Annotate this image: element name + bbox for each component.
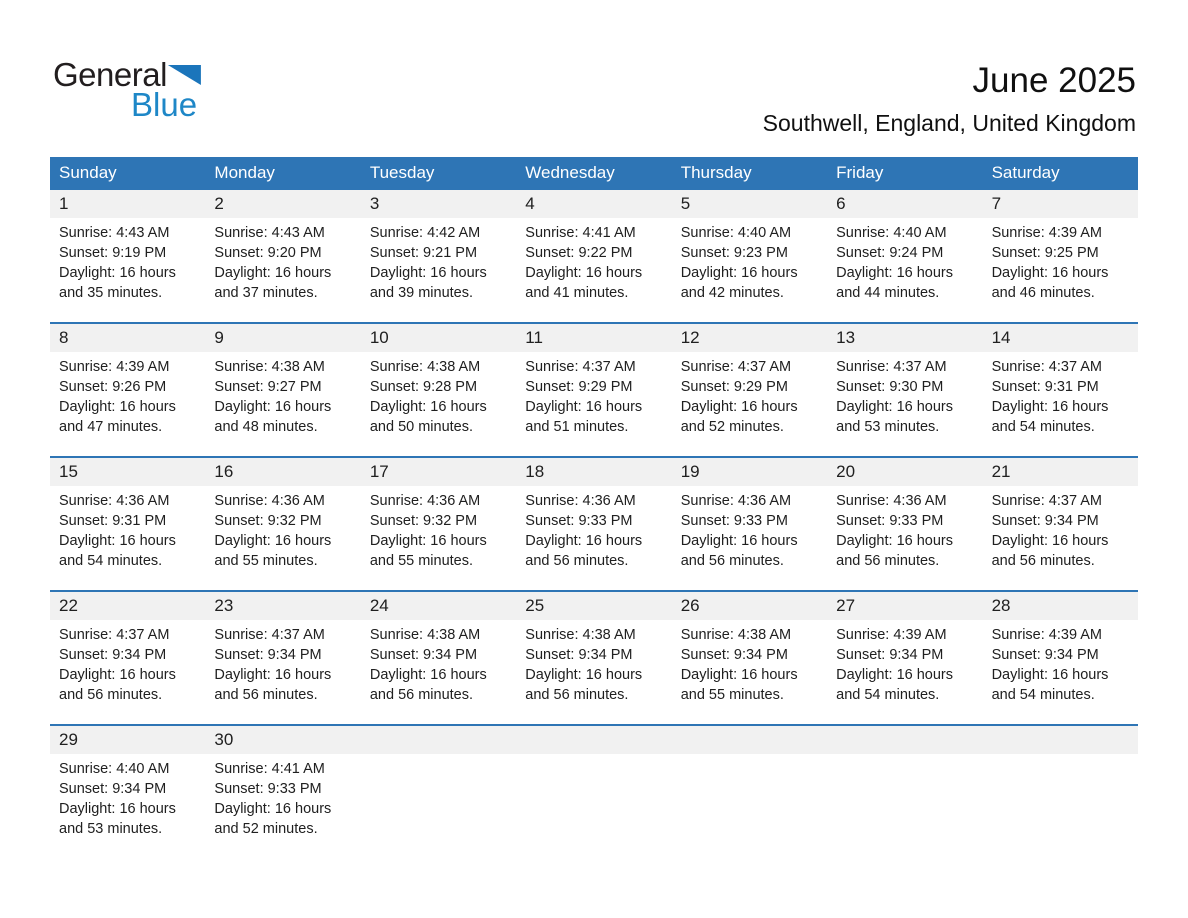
day-cell xyxy=(516,218,671,322)
day-detail-line: Sunset: 9:32 PM xyxy=(369,513,478,529)
day-number-empty xyxy=(516,726,671,754)
day-detail-line: Sunset: 9:34 PM xyxy=(59,647,167,663)
day-detail-line: Daylight: 16 hours xyxy=(59,265,176,281)
day-detail-line: Daylight: 16 hours xyxy=(836,533,954,549)
day-detail-line: Daylight: 16 hours xyxy=(525,667,643,683)
day-detail-line: Sunrise: 4:37 AM xyxy=(836,359,947,375)
day-cell-empty xyxy=(516,754,671,858)
day-detail-line: Sunset: 9:34 PM xyxy=(59,781,167,797)
day-detail-line: Sunset: 9:27 PM xyxy=(214,379,322,395)
day-content-row xyxy=(50,352,1138,456)
day-detail-line: Daylight: 16 hours xyxy=(59,667,176,683)
day-detail-line: Sunrise: 4:38 AM xyxy=(369,359,481,375)
title-block xyxy=(763,58,1136,142)
day-detail-line: and 56 minutes. xyxy=(59,687,163,703)
day-cell-empty xyxy=(827,754,982,858)
day-number-empty xyxy=(672,726,827,754)
day-detail-line: Sunrise: 4:42 AM xyxy=(369,225,481,241)
day-cell xyxy=(50,218,205,322)
day-number: 29 xyxy=(59,730,78,749)
day-detail-line: and 54 minutes. xyxy=(991,687,1095,703)
day-number: 5 xyxy=(680,194,691,213)
day-detail-line: Daylight: 16 hours xyxy=(991,533,1109,549)
day-number: 12 xyxy=(680,328,700,347)
day-cell xyxy=(361,620,516,724)
day-number: 30 xyxy=(214,730,234,749)
day-number: 18 xyxy=(525,462,545,481)
day-detail-line: and 55 minutes. xyxy=(214,553,318,569)
day-detail-line: Daylight: 16 hours xyxy=(214,801,332,817)
day-detail-line: Daylight: 16 hours xyxy=(991,265,1109,281)
day-detail-line: and 46 minutes. xyxy=(991,285,1095,301)
day-detail-line: Daylight: 16 hours xyxy=(680,265,798,281)
day-detail-line: and 56 minutes. xyxy=(369,687,474,703)
day-detail-line: Sunset: 9:21 PM xyxy=(369,245,478,261)
day-cell xyxy=(516,486,671,590)
day-cell xyxy=(827,620,982,724)
day-number: 4 xyxy=(525,194,535,213)
page-title: June 2025 xyxy=(972,61,1136,100)
logo-word-blue: Blue xyxy=(131,86,198,123)
weekday-header-thursday: Thursday xyxy=(680,163,752,182)
day-detail-line: and 56 minutes. xyxy=(836,553,940,569)
day-detail-line: Daylight: 16 hours xyxy=(369,399,487,415)
day-number-empty xyxy=(827,726,982,754)
day-detail-line: and 48 minutes. xyxy=(214,419,318,435)
day-detail-line: Sunset: 9:29 PM xyxy=(525,379,633,395)
day-detail-line: Daylight: 16 hours xyxy=(214,667,332,683)
month-calendar xyxy=(50,157,1138,858)
day-detail-line: Daylight: 16 hours xyxy=(836,265,954,281)
day-detail-line: Sunrise: 4:40 AM xyxy=(680,225,792,241)
day-content-row xyxy=(50,218,1138,322)
day-detail-line: and 51 minutes. xyxy=(525,419,629,435)
day-number: 19 xyxy=(680,462,700,481)
day-detail-line: Daylight: 16 hours xyxy=(369,667,487,683)
day-detail-line: Daylight: 16 hours xyxy=(680,667,798,683)
day-detail-line: Sunrise: 4:38 AM xyxy=(525,627,636,643)
weekday-header-saturday: Saturday xyxy=(991,163,1060,182)
week-row xyxy=(50,188,1138,322)
day-detail-line: and 53 minutes. xyxy=(836,419,940,435)
day-detail-line: Daylight: 16 hours xyxy=(214,533,332,549)
day-detail-line: Sunrise: 4:38 AM xyxy=(680,627,792,643)
day-content-row xyxy=(50,620,1138,724)
day-detail-line: Sunset: 9:25 PM xyxy=(991,245,1099,261)
day-detail-line: Sunset: 9:19 PM xyxy=(59,245,167,261)
day-number: 24 xyxy=(369,596,389,615)
day-detail-line: Sunset: 9:34 PM xyxy=(991,513,1099,529)
day-detail-line: Daylight: 16 hours xyxy=(525,399,643,415)
day-content-row xyxy=(50,754,1138,858)
day-number-empty xyxy=(983,726,1138,754)
day-number-band xyxy=(50,592,1138,620)
day-detail-line: and 35 minutes. xyxy=(59,285,163,301)
week-row xyxy=(50,456,1138,590)
day-number: 25 xyxy=(525,596,545,615)
day-cell xyxy=(516,352,671,456)
day-detail-line: and 54 minutes. xyxy=(991,419,1095,435)
day-detail-line: and 52 minutes. xyxy=(214,821,318,837)
day-detail-line: Sunset: 9:33 PM xyxy=(525,513,633,529)
day-detail-line: Sunset: 9:34 PM xyxy=(991,647,1099,663)
page-subtitle: Southwell, England, United Kingdom xyxy=(762,110,1136,136)
day-cell xyxy=(50,352,205,456)
weekday-header-monday: Monday xyxy=(214,163,275,182)
day-number: 28 xyxy=(991,596,1011,615)
day-cell xyxy=(50,620,205,724)
calendar-weeks xyxy=(50,188,1138,858)
day-cell xyxy=(672,486,827,590)
day-number: 16 xyxy=(214,462,234,481)
day-cell xyxy=(205,486,360,590)
day-cell xyxy=(983,620,1138,724)
day-cell xyxy=(983,218,1138,322)
day-number: 21 xyxy=(991,462,1011,481)
day-detail-line: and 41 minutes. xyxy=(525,285,629,301)
week-row xyxy=(50,590,1138,724)
day-content-row xyxy=(50,486,1138,590)
day-detail-line: and 37 minutes. xyxy=(214,285,318,301)
weekday-header-friday: Friday xyxy=(836,163,884,182)
logo-word-general: General xyxy=(53,56,167,93)
day-number: 6 xyxy=(836,194,846,213)
day-detail-line: and 54 minutes. xyxy=(59,553,163,569)
day-detail-line: Daylight: 16 hours xyxy=(836,667,954,683)
day-detail-line: Sunrise: 4:36 AM xyxy=(680,493,792,509)
day-detail-line: and 55 minutes. xyxy=(680,687,784,703)
day-detail-line: Daylight: 16 hours xyxy=(369,533,487,549)
day-detail-line: Sunrise: 4:36 AM xyxy=(59,493,170,509)
day-detail-line: and 53 minutes. xyxy=(59,821,163,837)
day-detail-line: Sunset: 9:34 PM xyxy=(836,647,944,663)
day-detail-line: Sunrise: 4:37 AM xyxy=(991,493,1102,509)
day-number-empty xyxy=(361,726,516,754)
day-cell xyxy=(672,620,827,724)
day-number: 11 xyxy=(525,328,543,347)
day-detail-line: Sunrise: 4:39 AM xyxy=(991,225,1102,241)
day-cell-empty xyxy=(983,754,1138,858)
day-detail-line: Sunset: 9:34 PM xyxy=(525,647,633,663)
day-number: 10 xyxy=(369,328,389,347)
day-detail-line: Sunrise: 4:40 AM xyxy=(836,225,947,241)
day-detail-line: Sunset: 9:20 PM xyxy=(214,245,322,261)
day-number: 1 xyxy=(59,194,69,213)
day-cell xyxy=(672,218,827,322)
day-number-band xyxy=(50,726,1138,754)
day-detail-line: Sunrise: 4:36 AM xyxy=(369,493,481,509)
day-number: 3 xyxy=(369,194,380,213)
day-detail-line: and 42 minutes. xyxy=(680,285,784,301)
day-detail-line: Sunrise: 4:37 AM xyxy=(59,627,170,643)
day-cell xyxy=(827,352,982,456)
day-detail-line: and 56 minutes. xyxy=(991,553,1095,569)
day-cell xyxy=(672,352,827,456)
day-detail-line: Sunrise: 4:37 AM xyxy=(991,359,1102,375)
day-detail-line: and 44 minutes. xyxy=(836,285,940,301)
day-detail-line: Daylight: 16 hours xyxy=(59,533,176,549)
day-detail-line: and 39 minutes. xyxy=(369,285,474,301)
day-detail-line: Sunset: 9:33 PM xyxy=(836,513,944,529)
day-detail-line: Sunset: 9:32 PM xyxy=(214,513,322,529)
day-detail-line: Sunset: 9:34 PM xyxy=(214,647,322,663)
day-detail-line: and 47 minutes. xyxy=(59,419,163,435)
day-cell xyxy=(205,352,360,456)
day-detail-line: Sunset: 9:24 PM xyxy=(836,245,944,261)
day-cell-empty xyxy=(361,754,516,858)
day-number: 15 xyxy=(59,462,78,481)
day-detail-line: Sunset: 9:23 PM xyxy=(680,245,788,261)
day-detail-line: and 50 minutes. xyxy=(369,419,474,435)
day-detail-line: Daylight: 16 hours xyxy=(59,399,176,415)
day-detail-line: Daylight: 16 hours xyxy=(369,265,487,281)
day-detail-line: Daylight: 16 hours xyxy=(680,399,798,415)
weekday-header-tuesday: Tuesday xyxy=(369,163,435,182)
day-detail-line: Sunrise: 4:36 AM xyxy=(525,493,636,509)
day-detail-line: Sunrise: 4:38 AM xyxy=(369,627,481,643)
day-detail-line: Sunrise: 4:39 AM xyxy=(59,359,170,375)
day-detail-line: Sunset: 9:28 PM xyxy=(369,379,478,395)
day-number: 9 xyxy=(214,328,224,347)
day-detail-line: Sunrise: 4:40 AM xyxy=(59,761,170,777)
day-detail-line: Daylight: 16 hours xyxy=(59,801,176,817)
day-detail-line: Sunrise: 4:36 AM xyxy=(836,493,947,509)
day-number: 7 xyxy=(991,194,1002,213)
day-number: 26 xyxy=(680,596,700,615)
day-detail-line: Sunset: 9:30 PM xyxy=(836,379,944,395)
day-detail-line: and 56 minutes. xyxy=(525,553,629,569)
logo-triangle-icon xyxy=(168,65,201,85)
day-detail-line: Sunset: 9:29 PM xyxy=(680,379,788,395)
day-detail-line: Sunrise: 4:41 AM xyxy=(525,225,636,241)
general-blue-logo xyxy=(53,56,201,123)
day-cell xyxy=(205,754,360,858)
weekday-header-sunday: Sunday xyxy=(59,163,117,182)
day-cell xyxy=(827,486,982,590)
day-detail-line: Sunset: 9:31 PM xyxy=(59,513,167,529)
day-number: 8 xyxy=(59,328,69,347)
day-detail-line: Sunset: 9:26 PM xyxy=(59,379,167,395)
day-detail-line: Sunrise: 4:37 AM xyxy=(680,359,792,375)
day-detail-line: Daylight: 16 hours xyxy=(991,399,1109,415)
day-detail-line: Sunset: 9:34 PM xyxy=(369,647,478,663)
day-detail-line: Daylight: 16 hours xyxy=(214,265,332,281)
day-detail-line: and 56 minutes. xyxy=(214,687,318,703)
day-cell xyxy=(983,486,1138,590)
day-cell xyxy=(205,620,360,724)
day-detail-line: Sunrise: 4:37 AM xyxy=(214,627,325,643)
day-cell xyxy=(205,218,360,322)
day-detail-line: and 55 minutes. xyxy=(369,553,474,569)
day-detail-line: Sunrise: 4:41 AM xyxy=(214,761,325,777)
week-row xyxy=(50,322,1138,456)
week-row xyxy=(50,724,1138,858)
day-detail-line: and 56 minutes. xyxy=(680,553,784,569)
day-detail-line: Daylight: 16 hours xyxy=(214,399,332,415)
day-detail-line: Sunset: 9:31 PM xyxy=(991,379,1099,395)
day-detail-line: Sunset: 9:33 PM xyxy=(680,513,788,529)
day-number-band xyxy=(50,324,1138,352)
day-detail-line: Daylight: 16 hours xyxy=(680,533,798,549)
day-detail-line: Sunrise: 4:43 AM xyxy=(214,225,325,241)
day-detail-line: Sunrise: 4:39 AM xyxy=(836,627,947,643)
day-cell xyxy=(50,486,205,590)
day-number: 2 xyxy=(214,194,224,213)
day-detail-line: Sunrise: 4:37 AM xyxy=(525,359,636,375)
day-detail-line: and 52 minutes. xyxy=(680,419,784,435)
day-number: 20 xyxy=(836,462,856,481)
day-number: 27 xyxy=(836,596,856,615)
day-detail-line: Sunset: 9:22 PM xyxy=(525,245,633,261)
day-detail-line: Sunrise: 4:38 AM xyxy=(214,359,325,375)
day-number: 13 xyxy=(836,328,856,347)
day-number: 17 xyxy=(369,462,389,481)
day-number-band xyxy=(50,190,1138,218)
day-number: 14 xyxy=(991,328,1011,347)
day-detail-line: and 56 minutes. xyxy=(525,687,629,703)
day-cell xyxy=(50,754,205,858)
day-cell-empty xyxy=(672,754,827,858)
day-cell xyxy=(361,486,516,590)
day-detail-line: Daylight: 16 hours xyxy=(525,265,643,281)
weekday-header-row xyxy=(50,157,1138,188)
day-detail-line: Sunrise: 4:39 AM xyxy=(991,627,1102,643)
day-cell xyxy=(361,352,516,456)
day-detail-line: Sunrise: 4:36 AM xyxy=(214,493,325,509)
day-detail-line: and 54 minutes. xyxy=(836,687,940,703)
day-cell xyxy=(827,218,982,322)
weekday-header-wednesday: Wednesday xyxy=(525,163,615,182)
day-number: 23 xyxy=(214,596,234,615)
day-detail-line: Daylight: 16 hours xyxy=(991,667,1109,683)
day-detail-line: Sunrise: 4:43 AM xyxy=(59,225,170,241)
day-number: 22 xyxy=(59,596,78,615)
day-detail-line: Sunset: 9:33 PM xyxy=(214,781,322,797)
day-cell xyxy=(361,218,516,322)
day-cell xyxy=(983,352,1138,456)
day-detail-line: Daylight: 16 hours xyxy=(525,533,643,549)
day-detail-line: Sunset: 9:34 PM xyxy=(680,647,788,663)
day-cell xyxy=(516,620,671,724)
day-number-band xyxy=(50,458,1138,486)
day-detail-line: Daylight: 16 hours xyxy=(836,399,954,415)
